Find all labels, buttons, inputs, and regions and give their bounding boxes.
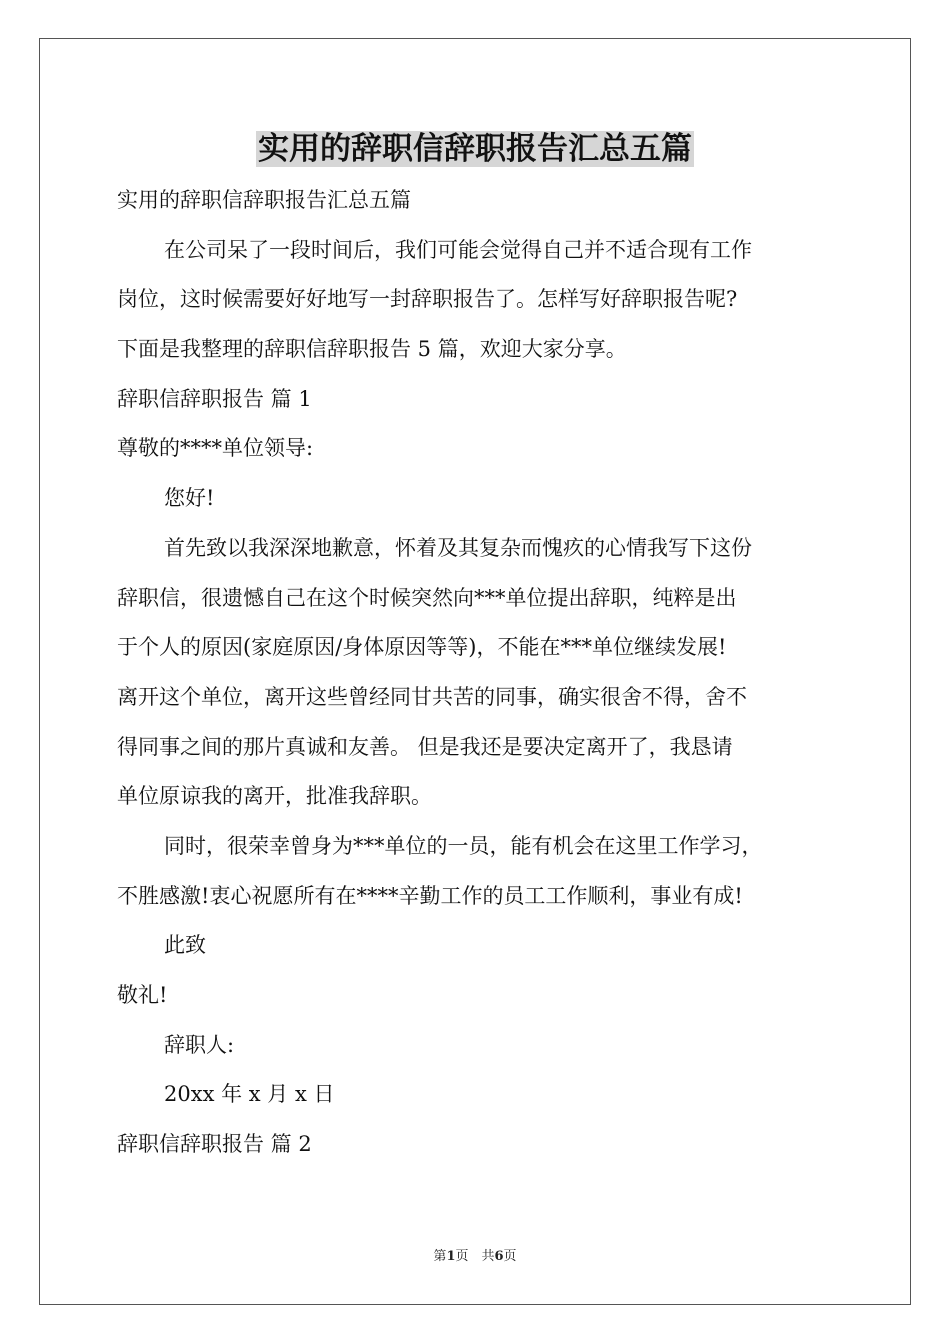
body-line: 20xx 年 x 月 x 日 xyxy=(164,1082,335,1107)
body-line: 此致 xyxy=(164,933,206,958)
body-line: 在公司呆了一段时间后，我们可能会觉得自己并不适合现有工作 xyxy=(164,237,752,262)
body-line: 辞职信，很遗憾自己在这个时候突然向***单位提出辞职，纯粹是出 xyxy=(117,585,737,610)
body-line: 辞职人: xyxy=(164,1032,235,1057)
footer-prefix: 第 xyxy=(433,1249,447,1264)
body-line: 岗位，这时候需要好好地写一封辞职报告了。怎样写好辞职报告呢? xyxy=(117,287,738,312)
body-line: 辞职信辞职报告 篇 1 xyxy=(117,386,312,411)
body-line: 您好! xyxy=(164,486,215,511)
body-line: 于个人的原因(家庭原因/身体原因等等)，不能在***单位继续发展! xyxy=(117,635,727,660)
body-line: 首先致以我深深地歉意，怀着及其复杂而愧疚的心情我写下这份 xyxy=(164,535,752,560)
body-line: 单位原谅我的离开，批准我辞职。 xyxy=(117,784,432,809)
body-line: 下面是我整理的辞职信辞职报告 5 篇，欢迎大家分享。 xyxy=(117,337,627,362)
document-title xyxy=(0,126,950,172)
body-line: 得同事之间的那片真诚和友善。 但是我还是要决定离开了，我恳请 xyxy=(117,734,733,759)
body-line: 离开这个单位，离开这些曾经同甘共苦的同事，确实很舍不得，舍不 xyxy=(117,684,747,709)
footer-suffix: 页 xyxy=(503,1249,517,1264)
document-title-text: 实用的辞职信辞职报告汇总五篇 xyxy=(258,131,692,167)
body-line: 辞职信辞职报告 篇 2 xyxy=(117,1132,312,1157)
body-line: 同时，很荣幸曾身为***单位的一员，能有机会在这里工作学习， xyxy=(164,833,763,858)
footer-middle: 页 共 xyxy=(455,1249,495,1264)
footer-current-page: 1 xyxy=(446,1249,456,1264)
page-footer xyxy=(0,1247,950,1267)
body-line: 实用的辞职信辞职报告汇总五篇 xyxy=(117,188,411,212)
document-body xyxy=(117,176,837,1170)
body-line: 不胜感激!衷心祝愿所有在****辛勤工作的员工工作顺利，事业有成! xyxy=(117,883,743,908)
body-line: 尊敬的****单位领导: xyxy=(117,436,314,461)
body-line: 敬礼! xyxy=(117,983,168,1007)
footer-total-pages: 6 xyxy=(494,1249,504,1264)
